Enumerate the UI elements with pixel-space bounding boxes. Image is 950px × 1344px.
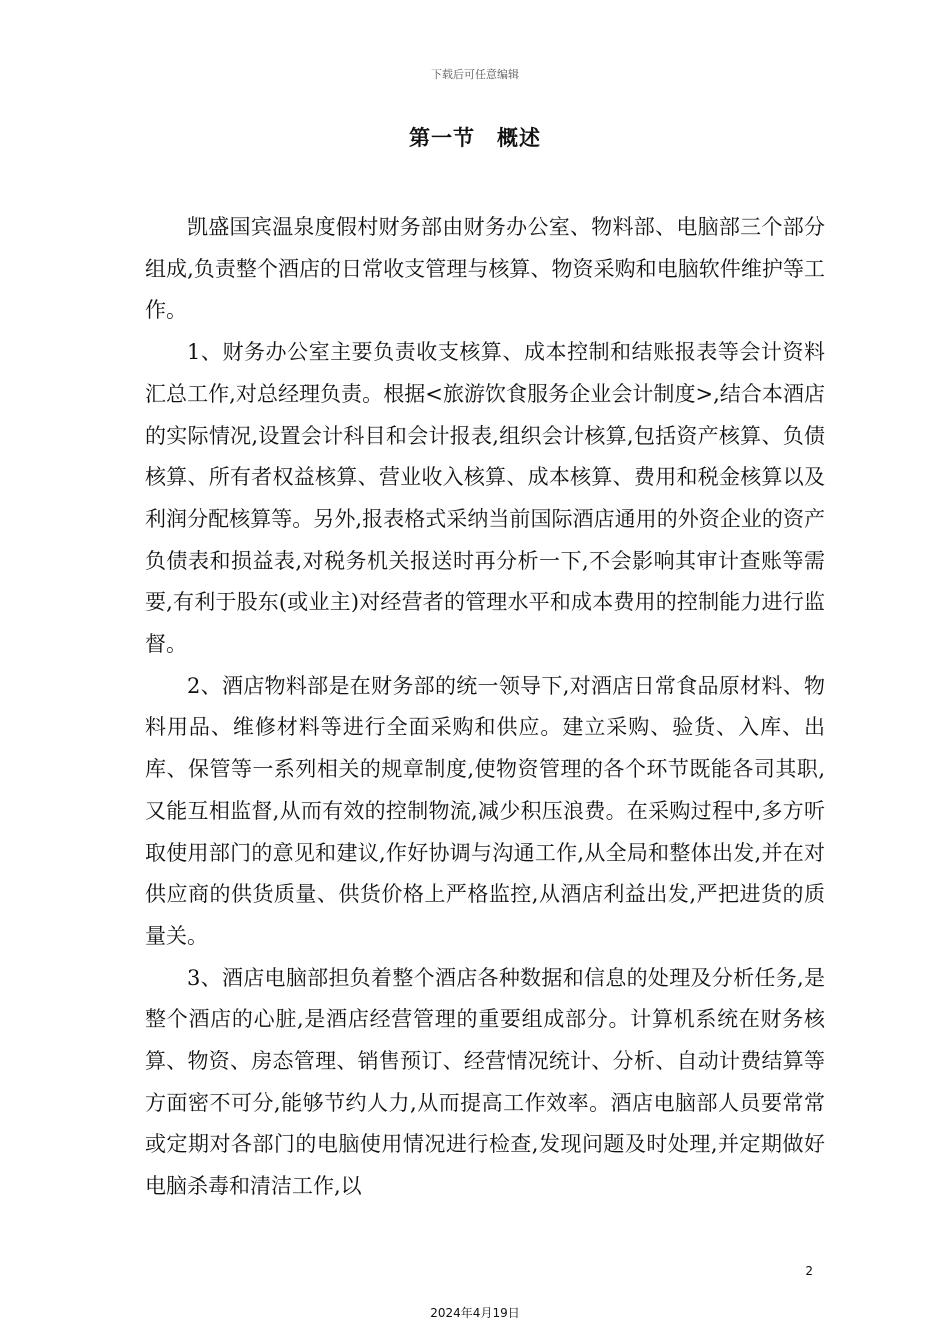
page-number: 2 [805,1264,813,1278]
footer-date: 2024年4月19日 [430,1306,520,1320]
paragraph-intro: 凯盛国宾温泉度假村财务部由财务办公室、物料部、电脑部三个部分组成,负责整个酒店的日常收支管理与核算、物资采购和电脑软件维护等工作。 [145,215,825,323]
paragraph-finance-office: 1、财务办公室主要负责收支核算、成本控制和结账报表等会计资料汇总工作,对总经理负责。根据<旅游饮食服务企业会计制度>,结合本酒店的实际情况,设置会计科目和会计报表,组织会计核算,包括资产核算、负债核算、所有者权益核算、营业收入核算、成本核算、费用和税金核算以及利润分配核算等。另外,报表格式采纳当前国际酒店通用的外资企业的资产负债表和损益表,对税务机关报送时再分析一下,不会影响其审计查账等需要,有利于股东(或业主)对经营者的管理水平和成本费用的控制能力进行监督。 [145,340,825,657]
body-text [145,207,825,1208]
paragraph-it-dept: 3、酒店电脑部担负着整个酒店各种数据和信息的处理及分析任务,是整个酒店的心脏,是酒店经营管理的重要组成部分。计算机系统在财务核算、物资、房态管理、销售预订、经营情况统计、分析、自动计费结算等方面密不可分,能够节约人力,从而提高工作效率。酒店电脑部人员要常常或定期对各部门的电脑使用情况进行检查,发现问题及时处理,并定期做好电脑杀毒和清洁工作,以 [145,965,825,1199]
paragraph-materials-dept: 2、酒店物料部是在财务部的统一领导下,对酒店日常食品原材料、物料用品、维修材料等进行全面采购和供应。建立采购、验货、入库、出库、保管等一系列相关的规章制度,使物资管理的各个环节既能各司其职,又能互相监督,从而有效的控制物流,减少积压浪费。在采购过程中,多方听取使用部门的意见和建议,作好协调与沟通工作,从全局和整体出发,并在对供应商的供货质量、供货价格上严格监控,从酒店利益出发,严把进货的质量关。 [145,673,825,948]
header-note: 下载后可任意编辑 [431,68,519,81]
section-title: 第一节 概述 [409,126,541,150]
